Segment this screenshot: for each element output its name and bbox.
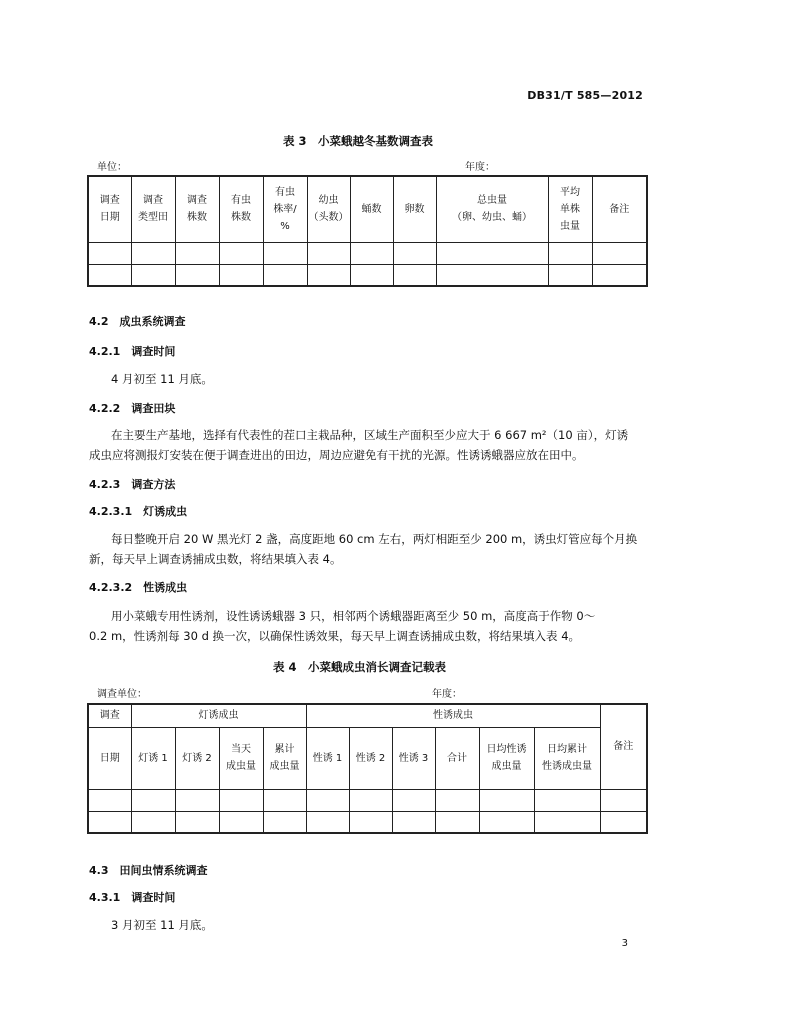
table4-cell (175, 811, 219, 833)
table3-cell (307, 264, 350, 286)
table3-cell (548, 264, 592, 286)
table3-cell (175, 264, 219, 286)
table4-cell (392, 789, 435, 811)
table3-unit-label: 单位： (97, 162, 127, 173)
table3-header-cell: 调查 日期 (88, 176, 131, 242)
table4-remark-header: 备注 (600, 704, 647, 789)
table3-row (88, 264, 647, 286)
table4-cell (175, 789, 219, 811)
table3-header-cell: 有虫 株率/ % (263, 176, 307, 242)
table3-header-cell: 蛹数 (350, 176, 393, 242)
table4-cell (219, 789, 263, 811)
table3-cell (88, 242, 131, 264)
table3-header-cell: 平均 单株 虫量 (548, 176, 592, 242)
table4-cell (263, 811, 306, 833)
section-4-2-1-title: 4.2.1 调查时间 (89, 345, 176, 358)
table4-cell (88, 811, 131, 833)
table4-cell (88, 789, 131, 811)
table4-header-cell: 性诱 3 (392, 727, 435, 789)
section-4-2-3-title: 4.2.3 调查方法 (89, 478, 176, 491)
table3-header-cell: 幼虫 （头数） (307, 176, 350, 242)
table4-header-cell: 日均累计 性诱成虫量 (534, 727, 600, 789)
table4-header-cell: 当天 成虫量 (219, 727, 263, 789)
table3-header-cell: 有虫 株数 (219, 176, 263, 242)
standard-number: DB31/T 585—2012 (527, 89, 643, 102)
table4-cell (131, 811, 175, 833)
table3-header-cell: 调查 株数 (175, 176, 219, 242)
table4-cell (435, 811, 479, 833)
table4-caption: 表 4 小菜蛾成虫消长调查记载表 (273, 660, 447, 674)
section-4-3-title: 4.3 田间虫情系统调查 (89, 864, 208, 877)
table3-cell (393, 242, 436, 264)
table3-cell (350, 264, 393, 286)
table3-cell (131, 264, 175, 286)
table3-header-row (88, 176, 647, 242)
table3-cell (88, 264, 131, 286)
table3-cell (219, 264, 263, 286)
table4-cell (306, 811, 349, 833)
table4-cell (600, 811, 647, 833)
table4-header-cell: 灯诱 2 (175, 727, 219, 789)
table4-unit-label: 调查单位： (97, 689, 147, 700)
table3-cell (592, 242, 647, 264)
table4-header-cell: 灯诱 1 (131, 727, 175, 789)
table4-cell (131, 789, 175, 811)
table4-cell (349, 811, 392, 833)
section-4-2-3-2-text-line2: 0.2 m，性诱剂每 30 d 换一次，以确保性诱效果，每天早上调查诱捕成虫数，将结果填入表 4。 (89, 629, 581, 643)
table4-header-cell: 累计 成虫量 (263, 727, 306, 789)
table3-cell (219, 242, 263, 264)
table3-cell (307, 242, 350, 264)
table3-header-cell: 备注 (592, 176, 647, 242)
table4-cell (392, 811, 435, 833)
table4-group-light: 灯诱成虫 (131, 704, 306, 727)
section-4-2-3-2-text-line1: 用小菜蛾专用性诱剂，设性诱诱蛾器 3 只，相邻两个诱蛾器距离至少 50 m，高度高于作物 0～ (111, 609, 596, 623)
section-4-2-3-2-title: 4.2.3.2 性诱成虫 (89, 581, 188, 594)
table3-header-cell: 卵数 (393, 176, 436, 242)
table4-group-sex: 性诱成虫 (306, 704, 600, 727)
section-4-2-title: 4.2 成虫系统调查 (89, 315, 186, 328)
table4-cell (534, 811, 600, 833)
table3 (87, 175, 648, 287)
table4-header-cell: 日均性诱 成虫量 (479, 727, 534, 789)
table4-cell (306, 789, 349, 811)
table4-year-label: 年度： (432, 689, 462, 700)
section-4-2-2-title: 4.2.2 调查田块 (89, 402, 176, 415)
table3-cell (175, 242, 219, 264)
table4-cell (219, 811, 263, 833)
table3-cell (263, 242, 307, 264)
section-4-2-2-text-line1: 在主要生产基地，选择有代表性的茬口主栽品种，区域生产面积至少应大于 6 667 m²（10 亩），灯诱 (111, 428, 629, 442)
table4 (87, 703, 648, 834)
table4-cell (263, 789, 306, 811)
table3-cell (436, 242, 548, 264)
section-4-2-3-1-title: 4.2.3.1 灯诱成虫 (89, 505, 188, 518)
table4-group-row (88, 704, 647, 727)
table4-cell (600, 789, 647, 811)
page-number: 3 (621, 938, 628, 949)
table3-cell (350, 242, 393, 264)
table4-cell (479, 789, 534, 811)
table3-cell (592, 264, 647, 286)
table4-header-cell: 合计 (435, 727, 479, 789)
table3-cell (548, 242, 592, 264)
table4-cell (435, 789, 479, 811)
table3-cell (131, 242, 175, 264)
table3-cell (436, 264, 548, 286)
table4-header-cell: 性诱 2 (349, 727, 392, 789)
table4-row (88, 789, 647, 811)
section-4-2-3-1-text-line2: 新，每天早上调查诱捕成虫数，将结果填入表 4。 (89, 552, 342, 566)
table3-header-cell: 调查 类型田 (131, 176, 175, 242)
table4-header-cell: 性诱 1 (306, 727, 349, 789)
table3-row (88, 242, 647, 264)
section-4-2-3-1-text-line1: 每日整晚开启 20 W 黑光灯 2 盏，高度距地 60 cm 左右，两灯相距至少 200 m，诱虫灯管应每个月换 (111, 532, 638, 546)
table4-header-row (88, 727, 647, 789)
table3-cell (263, 264, 307, 286)
section-4-3-1-title: 4.3.1 调查时间 (89, 891, 176, 904)
table4-cell (534, 789, 600, 811)
table3-caption: 表 3 小菜蛾越冬基数调查表 (283, 134, 434, 148)
table3-header-cell: 总虫量 （卵、幼虫、蛹） (436, 176, 548, 242)
table4-group-survey: 调查 (88, 704, 131, 727)
section-4-2-2-text-line2: 成虫应将测报灯安装在便于调查进出的田边，周边应避免有干扰的光源。性诱诱蛾器应放在田中。 (89, 448, 584, 462)
table3-year-label: 年度： (465, 162, 495, 173)
table4-cell (479, 811, 534, 833)
table3-cell (393, 264, 436, 286)
section-4-2-1-text: 4 月初至 11 月底。 (111, 372, 213, 386)
table4-row (88, 811, 647, 833)
table4-cell (349, 789, 392, 811)
table4-header-cell: 日期 (88, 727, 131, 789)
section-4-3-1-text: 3 月初至 11 月底。 (111, 918, 213, 932)
